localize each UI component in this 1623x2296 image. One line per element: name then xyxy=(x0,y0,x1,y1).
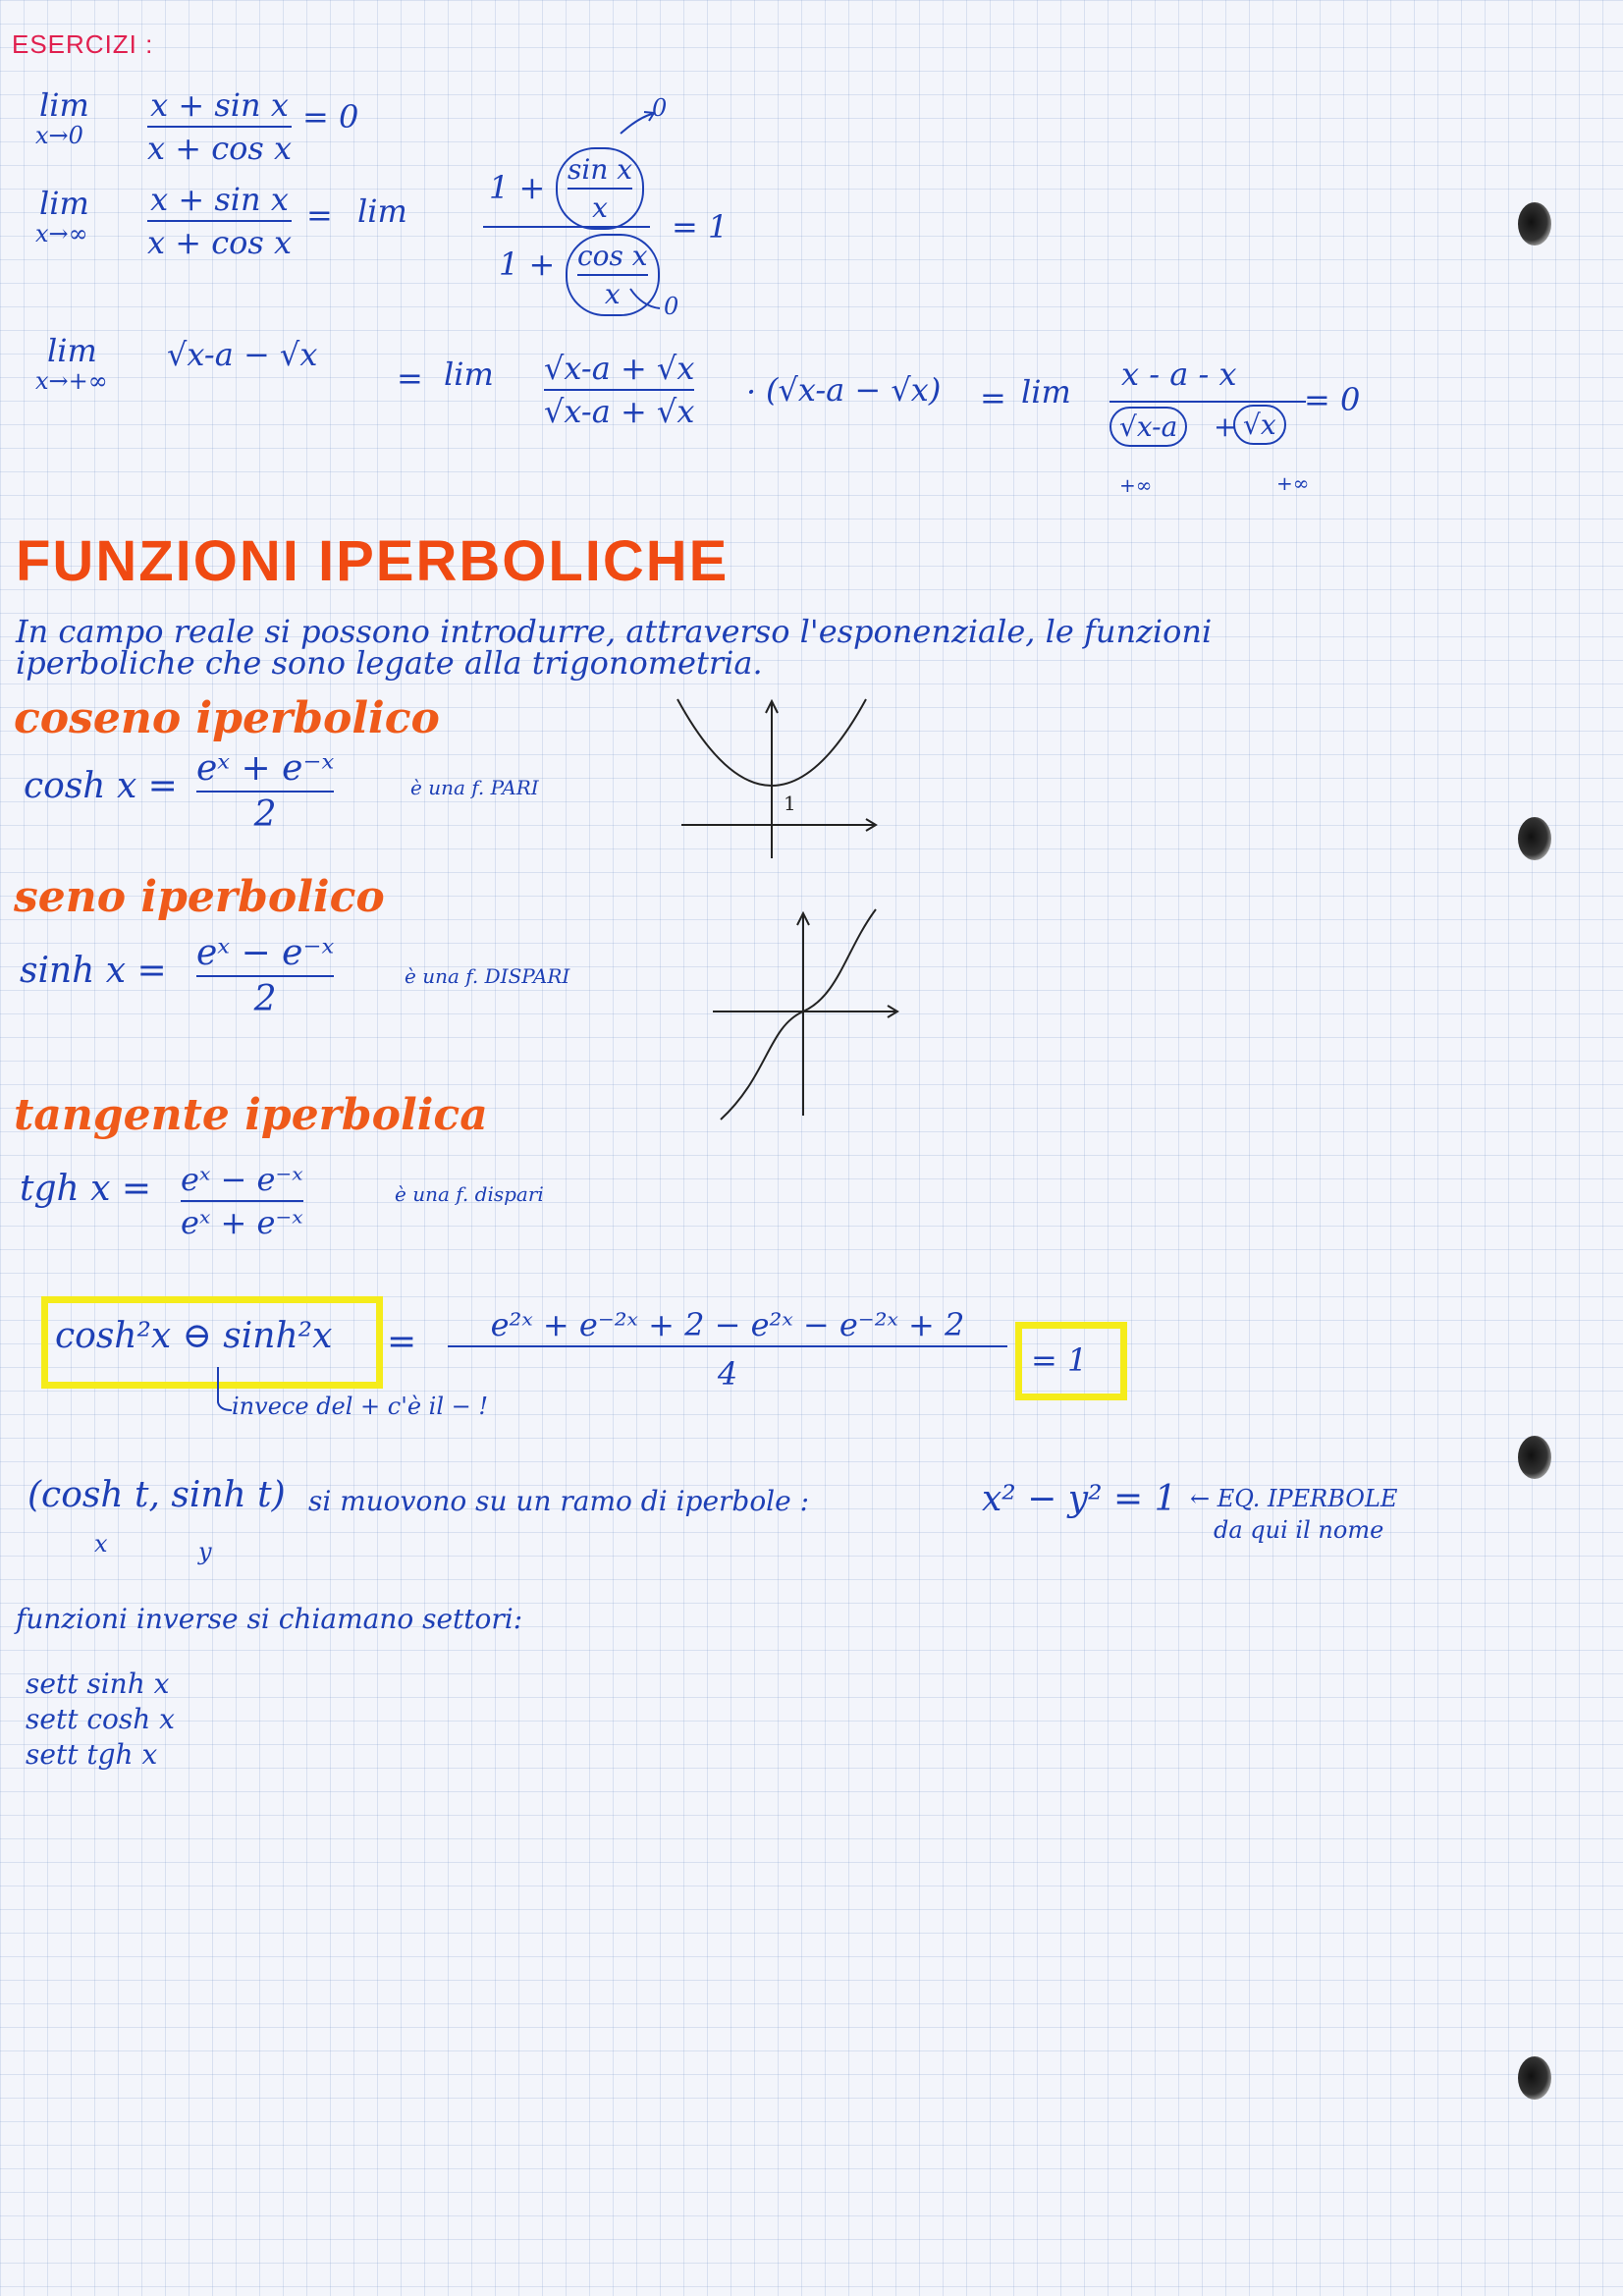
ex3-expression: √x-a − √x xyxy=(167,336,318,373)
sinh-graph xyxy=(709,909,905,1125)
inverse-intro: funzioni inverse si chiamano settori: xyxy=(16,1603,523,1635)
tgh-fraction: eˣ − e⁻ˣ eˣ + e⁻ˣ xyxy=(181,1161,303,1241)
sinh-heading: seno iperbolico xyxy=(14,872,385,922)
ex3-lim2: lim xyxy=(444,355,494,393)
ex2-den-inner-fraction: cos x x xyxy=(566,234,660,316)
ex2-num-inner-fraction: sin x x xyxy=(556,147,644,230)
cosh-graph xyxy=(677,695,893,862)
inverse-item-2: sett cosh x xyxy=(26,1703,175,1735)
ex2-arrow-bottom-label: 0 xyxy=(664,293,679,320)
ex3-equals-1: = xyxy=(397,359,423,397)
section-title: FUNZIONI IPERBOLICHE xyxy=(16,529,730,593)
ex3-frac2-den-left: √x-a xyxy=(1109,407,1187,447)
sinh-fraction: eˣ − e⁻ˣ 2 xyxy=(196,933,335,1019)
param-sub-note: da qui il nome xyxy=(1214,1516,1384,1544)
ex1-arrow-note: 0 xyxy=(652,94,668,122)
inverse-item-3: sett tgh x xyxy=(26,1738,158,1771)
ex2-lim-sub: x→∞ xyxy=(35,220,88,247)
param-arrow-note: ← EQ. IPERBOLE xyxy=(1190,1485,1398,1512)
ex3-frac2-bar xyxy=(1109,401,1306,403)
intro-line-2: iperboliche che sono legate alla trigonometria. xyxy=(16,644,763,682)
intro-line-1: In campo reale si possono introdurre, attraverso l'esponenziale, le funzioni xyxy=(16,613,1213,650)
tgh-lhs: tgh x = xyxy=(20,1169,152,1209)
ex3-frac2-num: x - a - x xyxy=(1121,355,1237,393)
cosh-heading: coseno iperbolico xyxy=(14,693,440,743)
ex2-equals: = xyxy=(306,196,333,234)
param-equation: x² − y² = 1 xyxy=(982,1479,1177,1519)
ex1-numerator: x + sin x xyxy=(150,86,289,124)
cosh-lhs: cosh x = xyxy=(24,766,178,806)
ex2-num-one: 1 + xyxy=(489,169,546,206)
ex3-frac2-den-plus: + xyxy=(1214,410,1237,443)
binder-hole-2 xyxy=(1518,817,1551,860)
cosh-graph-label: 1 xyxy=(784,792,796,815)
ex3-result: = 0 xyxy=(1304,381,1361,418)
ex2-lim2: lim xyxy=(357,192,407,230)
ex3-inf-left: +∞ xyxy=(1119,473,1153,497)
ex3-inf-right: +∞ xyxy=(1276,471,1310,495)
ex1-denominator: x + cos x xyxy=(147,130,293,167)
ex2-denominator: x + cos x xyxy=(147,224,293,261)
binder-hole-4 xyxy=(1518,2056,1551,2100)
identity-note: invece del + c'è il − ! xyxy=(232,1393,489,1420)
ex3-lim3: lim xyxy=(1021,373,1071,410)
ex1-result: = 0 xyxy=(302,98,359,136)
cosh-fraction: eˣ + e⁻ˣ 2 xyxy=(196,748,335,835)
ex2-numerator: x + sin x xyxy=(150,181,289,218)
ex2-result: = 1 xyxy=(672,208,729,246)
binder-hole-3 xyxy=(1518,1436,1551,1479)
ex1-arrow xyxy=(619,108,658,137)
tgh-heading: tangente iperbolica xyxy=(14,1090,488,1140)
ex3-lim-sub: x→+∞ xyxy=(35,367,108,395)
ex3-paren: (√x-a − √x) xyxy=(766,371,942,409)
ex2-den-one: 1 + xyxy=(499,246,556,283)
identity-fraction: e²ˣ + e⁻²ˣ + 2 − e²ˣ − e⁻²ˣ + 2 4 xyxy=(448,1306,1007,1393)
ex1-fraction xyxy=(147,86,292,167)
ex1-lim-sub: x→0 xyxy=(35,122,83,149)
identity-lhs: cosh²x ⊖ sinh²x xyxy=(55,1316,333,1356)
ex2-lim: lim xyxy=(39,185,89,222)
ex1-lim: lim xyxy=(39,86,89,124)
param-text: si muovono su un ramo di iperbole : xyxy=(308,1485,810,1517)
ex2-main-bar xyxy=(483,226,650,228)
inverse-item-1: sett sinh x xyxy=(26,1667,170,1700)
param-x-label: x xyxy=(94,1530,108,1558)
identity-result: = 1 xyxy=(1031,1341,1088,1379)
ex3-equals-2: = xyxy=(980,379,1006,416)
tgh-note: è una f. dispari xyxy=(395,1182,544,1206)
ex2-fraction xyxy=(147,181,292,261)
sinh-lhs: sinh x = xyxy=(20,951,167,991)
sinh-note: è una f. DISPARI xyxy=(405,964,570,988)
ex3-frac2-den-right: √x xyxy=(1233,405,1286,445)
ex3-lim: lim xyxy=(47,332,97,369)
binder-hole-1 xyxy=(1518,202,1551,246)
param-pair: (cosh t, sinh t) xyxy=(27,1475,286,1515)
ex3-rationalizing-fraction: √x-a + √x √x-a + √x xyxy=(544,350,695,430)
cosh-note: è una f. PARI xyxy=(410,776,539,799)
param-y-label: y xyxy=(198,1538,212,1565)
identity-equals: = xyxy=(387,1322,417,1362)
exercises-header: ESERCIZI : xyxy=(12,29,154,59)
ex3-dot: · xyxy=(746,373,757,410)
ex2-arrow xyxy=(628,287,668,316)
